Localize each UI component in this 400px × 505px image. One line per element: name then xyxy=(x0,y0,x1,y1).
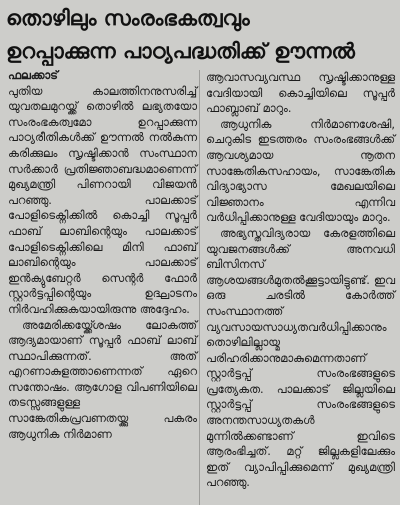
headline-line-2: ഉറപ്പാക്കുന്ന പാഠ്യപദ്ധതിക്ക് ഊന്നൽ xyxy=(6,39,355,63)
paragraph: അഭ്യസ്തവിദ്യരായ കേരളത്തിലെ യുവജനങ്ങൾക്ക് അനവധി ബിസിനസ് ആശയങ്ങൾമുതൽക്കൂട്ടായിട്ടുണ്ട്. ഇവ ഒരു ചരടിൽ കോർത്ത് സംസ്ഥാനത്ത് വ്യവസായസാധ്യതവർധിപ്പിക്കാനും തൊഴിലില്ലായ്മ പരിഹരിക്കാനുമാകുമെന്നതാണ് സ്റ്റാർട്ടപ്പ് സംരംഭങ്ങളുടെ പ്രത്യേകത. പാലക്കാട് ജില്ലയിലെ സ്റ്റാർട്ടപ്പ് സംരംഭങ്ങളുടെ അനന്തസാധ്യതകൾ മുന്നിൽക്കണ്ടാണ് ഇവിടെ ആരംഭിച്ചത്. മറ്റ് ജില്ലകളിലേക്കും ഇത് വ്യാപിപ്പിക്കുമെന്ന് മുഖ്യമന്ത്രി പറഞ്ഞു. xyxy=(206,225,395,490)
dateline: ഫലക്കാട് xyxy=(8,68,58,82)
article-column-left xyxy=(8,68,197,442)
paragraph: ആവാസവ്യവസ്ഥ സൃഷ്ടിക്കാനുള്ള വേദിയായി കൊച്ചിയിലെ സൂപ്പർ ഫാബ്ലാബ് മാറും. xyxy=(206,70,395,116)
paragraph: അമേരിക്കയ്ക്ക്ശേഷം ലോകത്ത് ആദ്യമായാണ് സൂപ്പർ ഫാബ് ലാബ് സ്ഥാപിക്കുന്നത്. അത് എറണാകുളത്താണെന്നത് ഏറെ സന്തോഷം. ആഗോള വിപണിയിലെ തടസ്സങ്ങളുള്ള സാങ്കേതികപ്രവണതയ്ക്കു പകരം ആധുനിക നിർമാണ xyxy=(8,317,197,441)
article-column-right xyxy=(206,70,395,491)
paragraph: പുതിയ കാലത്തിനനുസരിച്ച് യുവതലമുറയ്ക്ക് തൊഴിൽ ലഭ്യതയോ സംരംഭകത്വമോ ഉറപ്പാക്കുന്ന പാഠ്യരീതികൾക്ക് ഊന്നൽ നൽകുന്ന കരിക്കുലം സൃഷ്ടിക്കാൻ സംസ്ഥാന സർക്കാർ പ്രതിജ്ഞാബദ്ധമാണെന്ന് മുഖ്യമന്ത്രി പിണറായി വിജയൻ പറഞ്ഞു. പാലക്കാട് പോളിടെക്നിക്കിൽ കൊച്ചി സൂപ്പർ ഫാബ് ലാബിന്റെയും പാലക്കാട് പോളിടെക്നിക്കിലെ മിനി ഫാബ് ലാബിന്റെയും പാലക്കാട് ഇൻക്യുബേറ്റർ സെന്റർ ഫോർ സ്റ്റാർട്ടപ്പിന്റെയും ഉദ്ഘാടനം നിർവഹിക്കുകയായിരുന്നു അദ്ദേഹം. xyxy=(8,83,197,316)
paragraph: ആധുനിക നിർമാണശേഷി, ചെറുകിട ഇടത്തരം സംരംഭങ്ങൾക്ക് ആവശ്യമായ നൂതന സാങ്കേതികസഹായം, സാങ്കേതിക വിദ്യാഭ്യാസ മേഖലയിലെ വിജ്ഞാനം എന്നിവ വർധിപ്പിക്കാനുള്ള വേദിയായും മാറും. xyxy=(206,116,395,225)
headline-line-1: തൊഴിലും സംരംഭകത്വവും xyxy=(6,6,250,30)
column-divider xyxy=(199,70,200,505)
headline xyxy=(6,2,396,68)
